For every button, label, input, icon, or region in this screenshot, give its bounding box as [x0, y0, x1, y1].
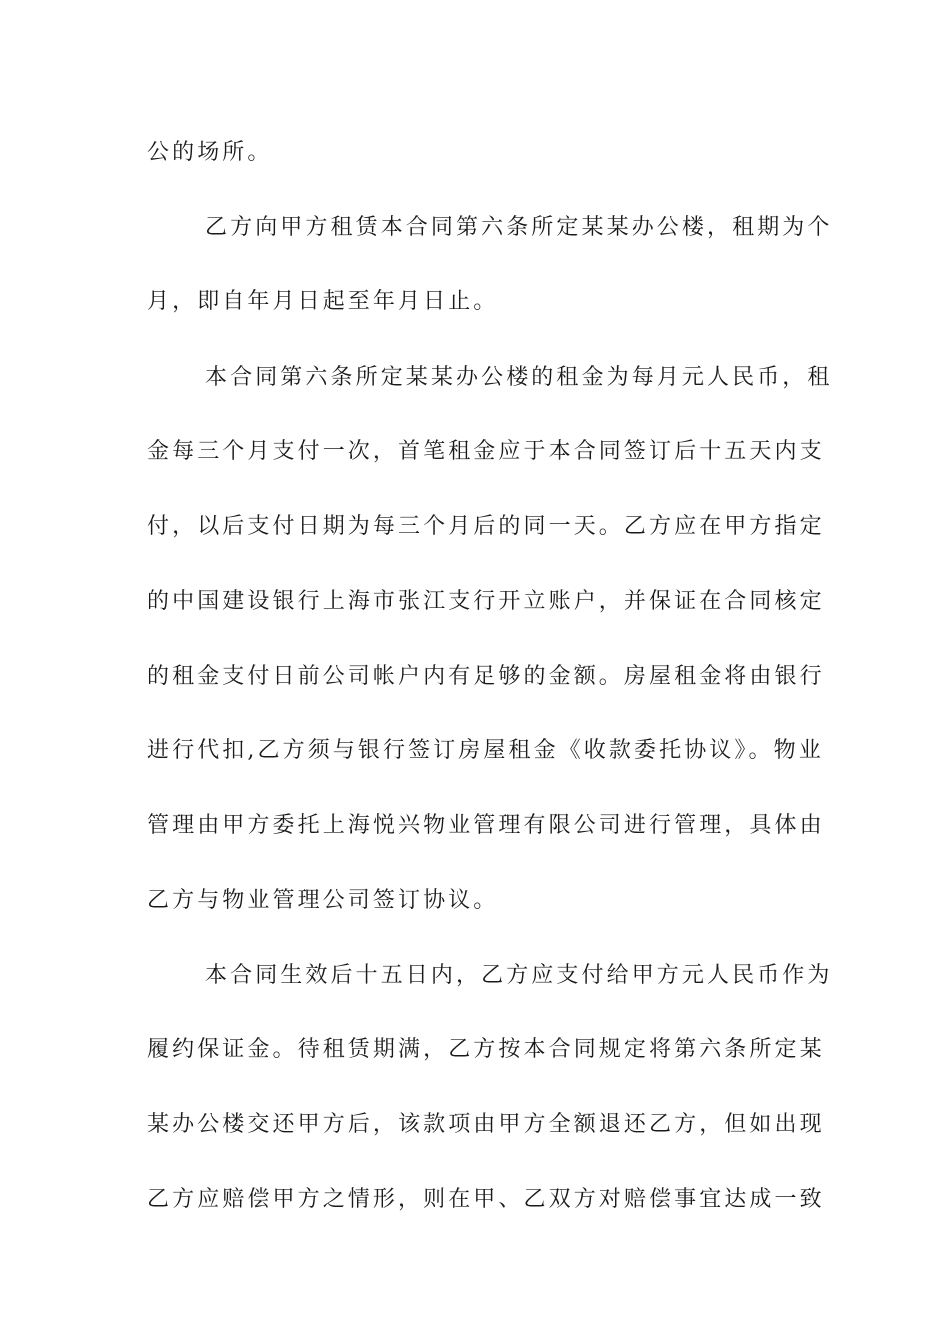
text-line: 乙方向甲方租赁本合同第六条所定某某办公楼，租期为个 [205, 215, 833, 240]
text-line: 付，以后支付日期为每三个月后的同一天。乙方应在甲方指定 [147, 514, 825, 539]
text-line: 月，即自年月日起至年月日止。 [147, 289, 499, 314]
text-line: 管理由甲方委托上海悦兴物业管理有限公司进行管理，具体由 [147, 813, 825, 838]
text-line: 履约保证金。待租赁期满，乙方按本合同规定将第六条所定某 [147, 1037, 825, 1062]
text-line: 乙方与物业管理公司签订协议。 [147, 888, 499, 913]
text-line: 进行代扣,乙方须与银行签订房屋租金《收款委托协议》。物业 [147, 738, 824, 763]
text-line: 本合同第六条所定某某办公楼的租金为每月元人民币，租 [205, 365, 833, 390]
text-line: 金每三个月支付一次，首笔租金应于本合同签订后十五天内支 [147, 439, 825, 464]
text-line: 本合同生效后十五日内，乙方应支付给甲方元人民币作为 [205, 963, 833, 988]
text-line: 的中国建设银行上海市张江支行开立账户，并保证在合同核定 [147, 589, 825, 614]
text-line: 公的场所。 [147, 140, 273, 165]
text-line: 的租金支付日前公司帐户内有足够的金额。房屋租金将由银行 [147, 664, 825, 689]
text-line: 乙方应赔偿甲方之情形，则在甲、乙双方对赔偿事宜达成一致 [147, 1187, 825, 1212]
text-line: 某办公楼交还甲方后，该款项由甲方全额退还乙方，但如出现 [147, 1112, 825, 1137]
